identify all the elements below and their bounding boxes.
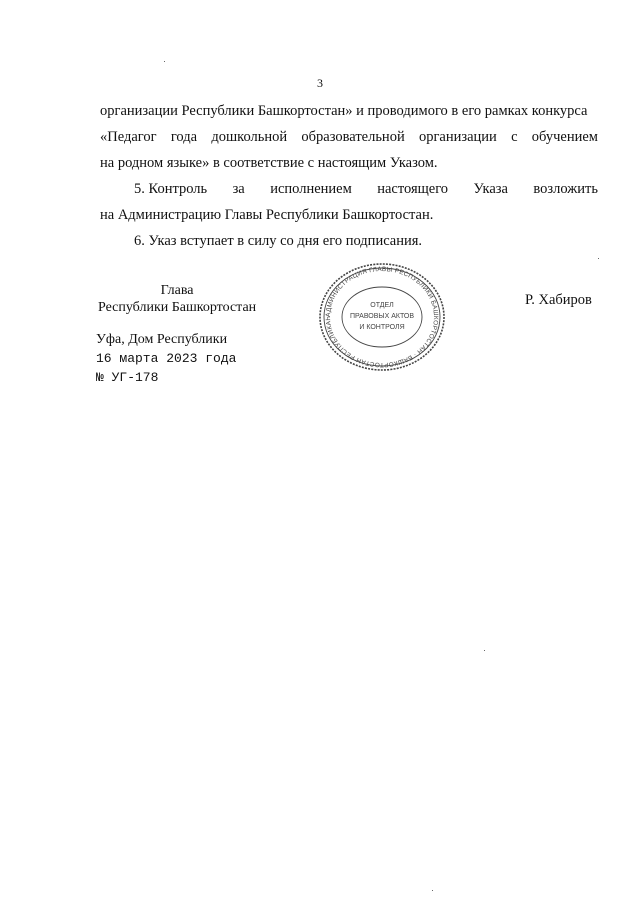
page-number: 3 [317, 76, 323, 90]
text-segment: года [170, 129, 198, 145]
text-segment: Указа [473, 181, 508, 197]
signing-location: Уфа, Дом Республики [96, 332, 228, 347]
text-segment: на родном языке» в соответствие с настоящим Указом. [100, 155, 438, 171]
paragraph-2-line-2 [100, 202, 598, 228]
paragraph-2-line-1 [100, 176, 598, 202]
seal-center-line-3: И КОНТРОЛЯ [359, 324, 405, 331]
decree-number: № УГ-178 [96, 370, 159, 385]
text-segment: настоящего [377, 181, 449, 197]
paragraph-1-line-2 [100, 124, 598, 150]
paragraph-3 [100, 228, 598, 254]
official-seal [312, 262, 452, 372]
text-segment: с [511, 129, 518, 145]
text-segment: исполнением [270, 181, 352, 197]
scan-speck [432, 890, 433, 891]
text-segment: организации Республики Башкортостан» и проводимого в его рамках конкурса [100, 103, 588, 119]
signing-date: 16 марта 2023 года [96, 351, 237, 366]
signatory-title-line-2: Республики Башкортостан [98, 300, 257, 315]
signatory-title-line-1: Глава [160, 283, 194, 298]
scan-speck [484, 650, 485, 651]
paragraph-1-line-1 [100, 98, 598, 124]
signatory-title [98, 282, 256, 316]
text-segment: организации [418, 129, 497, 145]
text-segment: возложить [533, 181, 598, 197]
scan-speck [164, 61, 165, 62]
text-segment: дошкольной [211, 129, 288, 145]
paragraph-1-line-3 [100, 150, 598, 176]
paragraph-3-line-1 [100, 228, 598, 254]
text-segment: образовательной [301, 129, 405, 145]
paragraph-1 [100, 98, 598, 176]
seal-center-line-1: ОТДЕЛ [370, 302, 394, 309]
text-segment: на Администрацию Главы Республики Башкортостан. [100, 207, 434, 223]
text-segment: 6. Указ вступает в силу со дня его подписания. [134, 233, 423, 249]
scan-speck [598, 258, 599, 259]
seal-stamp-icon [312, 262, 452, 372]
text-segment: «Педагог [100, 129, 157, 145]
seal-center-line-2: ПРАВОВЫХ АКТОВ [349, 313, 415, 320]
paragraph-2 [100, 176, 598, 228]
signatory-name: Р. Хабиров [525, 292, 592, 308]
text-segment: обучением [531, 129, 598, 145]
text-segment: за [232, 181, 245, 197]
text-segment: 5. Контроль [134, 181, 208, 197]
seal-outer-text: АДМИНИСТРАЦИЯ ГЛАВЫ РЕСПУБЛИКИ БАШКОРТОСТАН · БАШКОРТОСТАН РЕСПУБЛИКАҺ [324, 265, 440, 369]
signing-place [96, 330, 236, 387]
